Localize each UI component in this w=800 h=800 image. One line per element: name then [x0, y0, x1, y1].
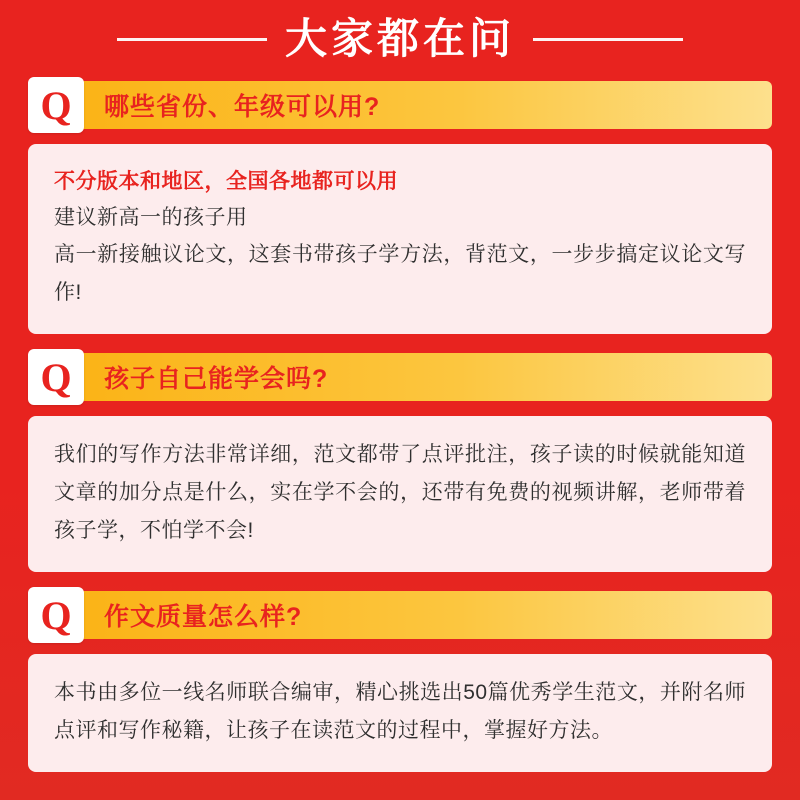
qa-block-3	[28, 588, 772, 772]
question-text-2: 孩子自己能学会吗?	[104, 365, 329, 393]
question-bar-1	[74, 81, 772, 129]
question-row-3	[28, 588, 772, 642]
question-badge-icon: Q	[28, 77, 84, 133]
header-rule-right	[533, 38, 683, 41]
qa-block-1	[28, 78, 772, 334]
page-title: 大家都在问	[284, 15, 515, 62]
question-badge-icon: Q	[28, 349, 84, 405]
answer-paragraph-2: 我们的写作方法非常详细，范文都带了点评批注，孩子读的时候就能知道文章的加分点是什么，实在学不会的，还带有免费的视频讲解，老师带着孩子学，不怕学不会!	[54, 443, 746, 542]
qa-block-2	[28, 350, 772, 572]
question-bar-2	[74, 353, 772, 401]
question-text-1: 哪些省份、年级可以用?	[104, 93, 381, 121]
question-row-1	[28, 78, 772, 132]
question-badge-icon: Q	[28, 587, 84, 643]
answer-card-2	[28, 416, 772, 572]
header-rule-left	[117, 38, 267, 41]
question-row-2	[28, 350, 772, 404]
answer-paragraph-1: 高一新接触议论文，这套书带孩子学方法，背范文，一步步搞定议论文写作!	[54, 243, 746, 304]
page-header	[28, 0, 772, 78]
question-text-3: 作文质量怎么样?	[104, 603, 303, 631]
answer-card-3	[28, 654, 772, 772]
question-bar-3	[74, 591, 772, 639]
answer-paragraph-3: 本书由多位一线名师联合编审，精心挑选出50篇优秀学生范文，并附名师点评和写作秘籍，让孩子在读范文的过程中，掌握好方法。	[54, 681, 746, 742]
answer-line-1: 建议新高一的孩子用	[54, 206, 248, 229]
answer-line-emphasis-1: 不分版本和地区，全国各地都可以用	[54, 170, 398, 193]
answer-card-1	[28, 144, 772, 334]
